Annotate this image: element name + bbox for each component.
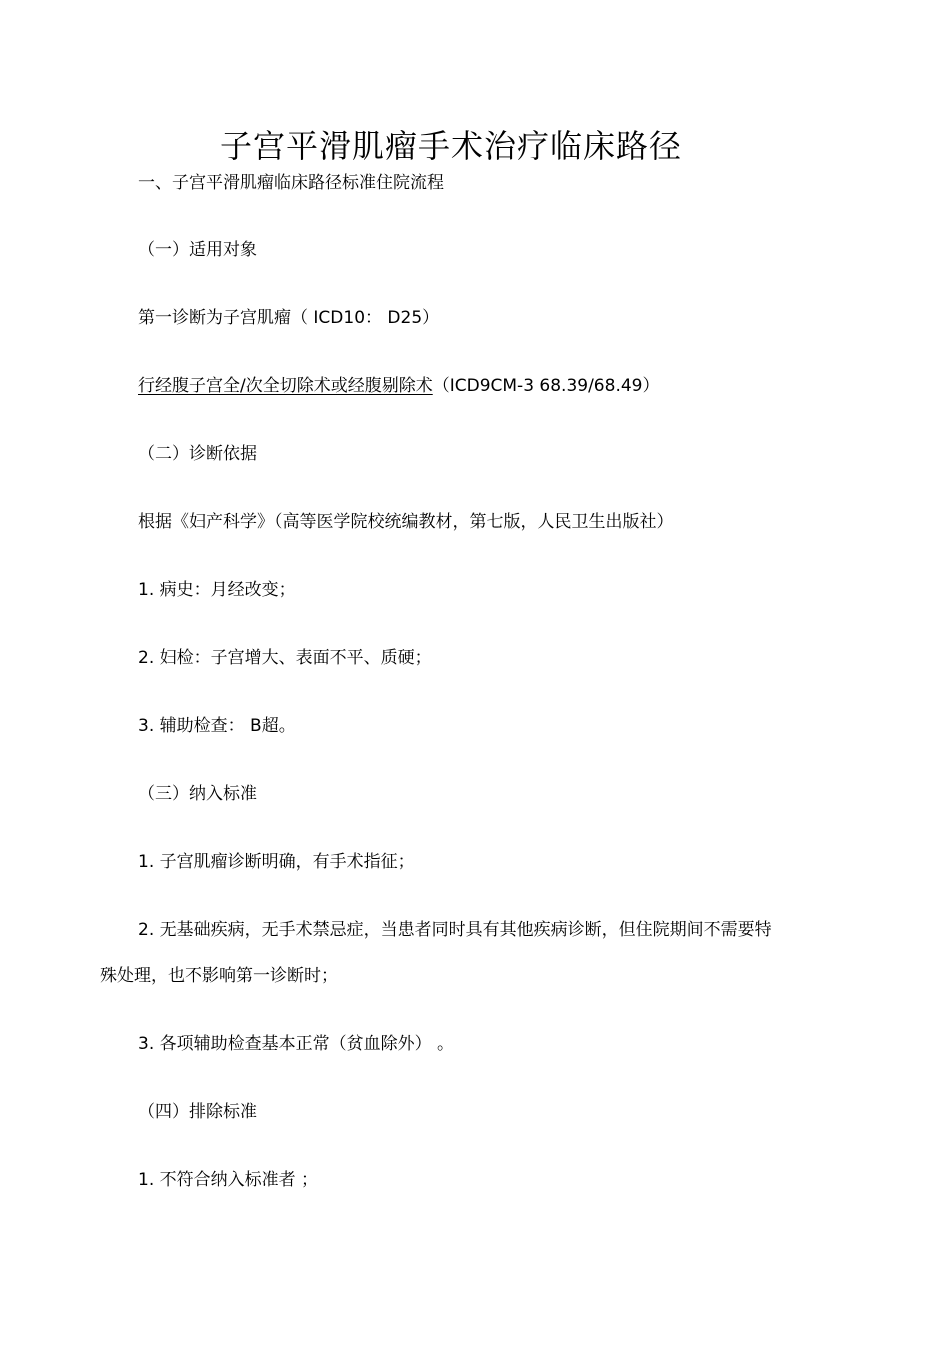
subsection-heading-diagnostic-basis: （二）诊断依据: [138, 444, 257, 464]
list-item-gynecologic-exam: 2. 妇检：子宫增大、表面不平、质硬；: [138, 648, 432, 668]
list-item-inclusion-2-line1: 2. 无基础疾病，无手术禁忌症，当患者同时具有其他疾病诊断，但住院期间不需要特: [138, 920, 772, 940]
list-item-inclusion-2-line2: 殊处理，也不影响第一诊断时；: [100, 966, 338, 986]
list-item-exclusion-1: 1. 不符合纳入标准者 ；: [138, 1170, 319, 1190]
subsection-heading-inclusion-criteria: （三）纳入标准: [138, 784, 257, 804]
list-item-auxiliary-exam: 3. 辅助检查： B超。: [138, 716, 296, 736]
subsection-heading-exclusion-criteria: （四）排除标准: [138, 1102, 257, 1122]
paragraph-first-diagnosis: 第一诊断为子宫肌瘤（ ICD10： D25）: [138, 308, 440, 328]
list-item-inclusion-3: 3. 各项辅助检查基本正常（贫血除外） 。: [138, 1034, 455, 1054]
document-title: 子宫平滑肌瘤手术治疗临床路径: [219, 127, 682, 165]
paragraph-surgery-procedure: [138, 374, 659, 398]
underlined-procedure-text: 行经腹子宫全/次全切除术或经腹剔除术: [138, 376, 433, 396]
list-item-medical-history: 1. 病史：月经改变；: [138, 580, 296, 600]
list-item-inclusion-1: 1. 子宫肌瘤诊断明确，有手术指征；: [138, 852, 415, 872]
paragraph-reference-textbook: 根据《妇产科学》（高等医学院校统编教材，第七版，人民卫生出版社）: [138, 512, 674, 532]
procedure-code-text: （ICD9CM-3 68.39/68.49）: [432, 376, 660, 396]
section-heading: 一、子宫平滑肌瘤临床路径标准住院流程: [138, 173, 444, 193]
subsection-heading-applicable-object: （一）适用对象: [138, 240, 257, 260]
